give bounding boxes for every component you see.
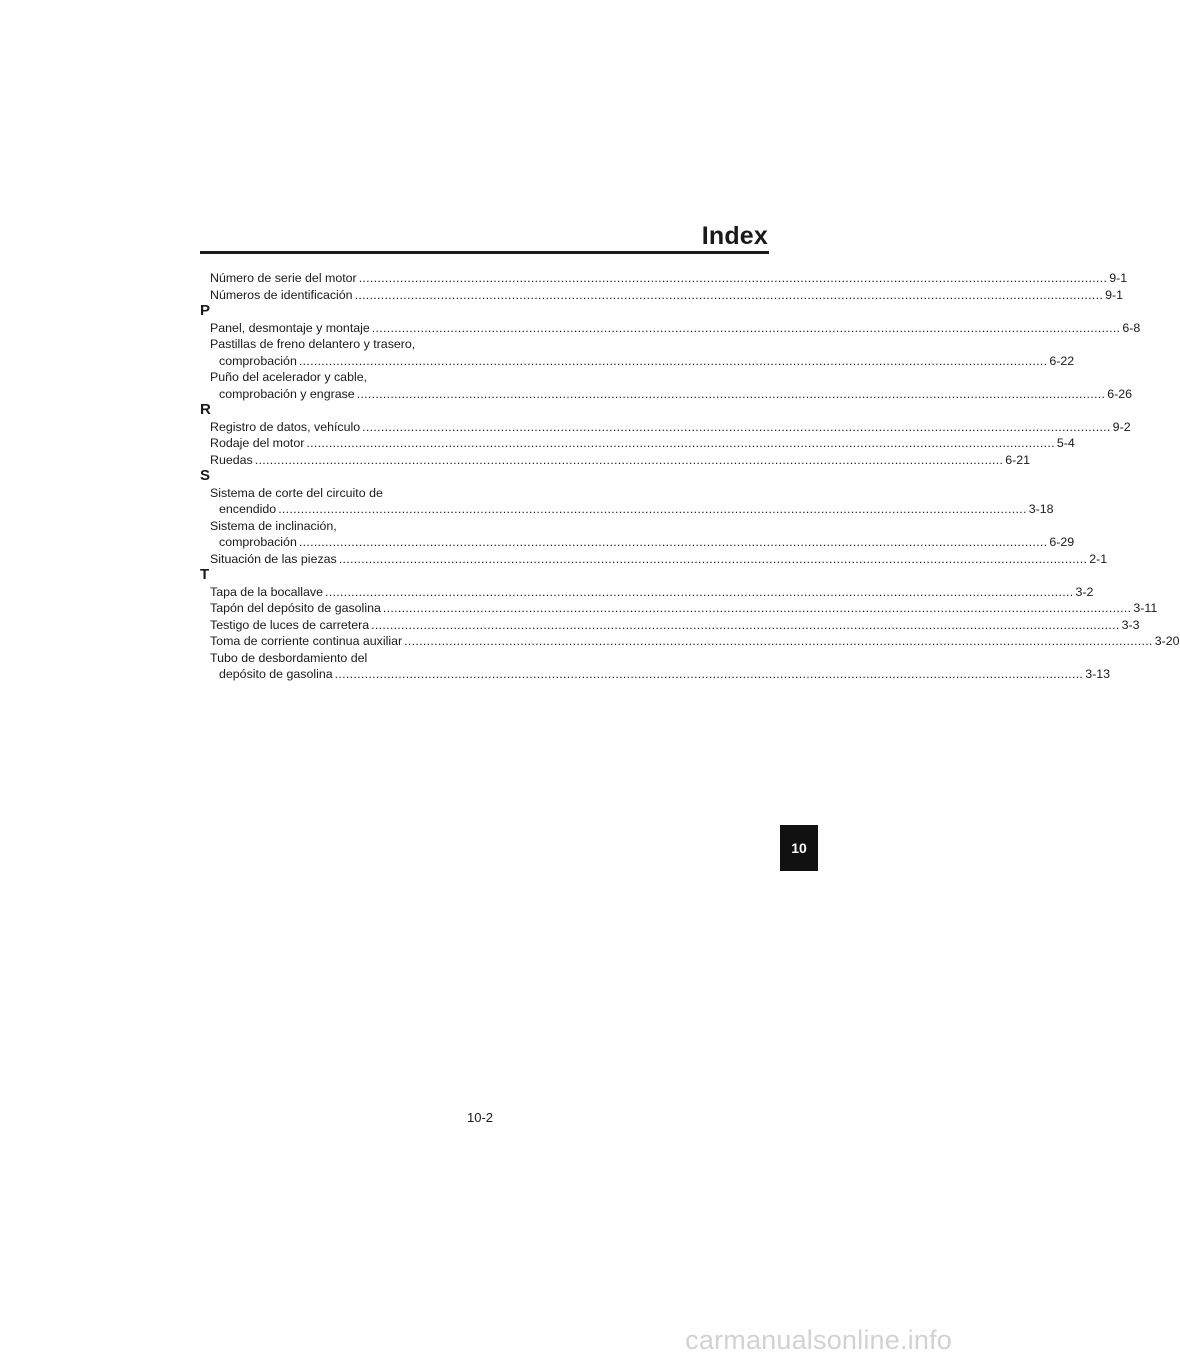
index-letter: T: [200, 566, 210, 583]
entry-page: 9-1: [1109, 271, 1128, 285]
index-entry: [200, 650, 1110, 683]
index-list: [200, 270, 1180, 683]
entry-page: 3-18: [1028, 502, 1054, 516]
dot-leader: ........................................................................................................................................................................................................: [334, 667, 1084, 681]
dot-leader: ........................................................................................................................................................................................................: [404, 634, 1153, 648]
entry-text: comprobación: [219, 535, 297, 549]
dot-leader: ........................................................................................................................................................................................................: [358, 271, 1108, 285]
entry-text: comprobación: [219, 353, 297, 368]
entry-page: 3-11: [1133, 601, 1158, 615]
entry-text: Número de serie del motor: [210, 271, 357, 285]
entry-text: encendido: [219, 502, 277, 516]
dot-leader: ........................................................................................................................................................................................................: [356, 386, 1106, 401]
dot-leader: ........................................................................................................................................................................................................: [306, 436, 1055, 450]
dot-leader: ........................................................................................................................................................................................................: [298, 535, 1048, 549]
index-entry: [200, 419, 1131, 436]
index-letter: R: [200, 401, 211, 418]
dot-leader: ........................................................................................................................................................................................................: [324, 584, 1074, 599]
dot-leader: ........................................................................................................................................................................................................: [278, 502, 1027, 516]
entry-page: 6-29: [1049, 535, 1075, 549]
index-entry: [200, 336, 1075, 369]
entry-page: 3-13: [1085, 667, 1110, 681]
entry-page: 6-22: [1049, 353, 1075, 368]
entry-text: Tapón del depósito de gasolina: [210, 601, 381, 615]
entry-page: 5-4: [1056, 436, 1075, 450]
entry-text: Pastillas de freno delantero y trasero,: [210, 337, 416, 351]
entry-page: 9-2: [1112, 419, 1131, 434]
entry-text: Sistema de corte del circuito de: [210, 485, 383, 500]
index-entry: [200, 270, 1128, 287]
entry-page: 3-3: [1121, 617, 1140, 632]
dot-leader: ........................................................................................................................................................................................................: [254, 452, 1004, 467]
entry-page: 6-21: [1005, 452, 1031, 467]
index-entry: [200, 369, 1133, 402]
entry-text: Tubo de desbordamiento del: [210, 650, 368, 665]
index-entry: [200, 485, 1054, 518]
index-entry: [200, 320, 1141, 337]
index-letter: P: [200, 302, 211, 319]
index-entry: [200, 633, 1180, 650]
index-entry: [200, 551, 1108, 568]
entry-page: 9-1: [1105, 287, 1124, 302]
page-title: Index: [701, 222, 768, 250]
entry-text: Panel, desmontaje y montaje: [210, 320, 370, 335]
page-number: 10-2: [466, 1110, 494, 1125]
dot-leader: ........................................................................................................................................................................................................: [371, 617, 1120, 632]
entry-text: comprobación y engrase: [219, 386, 355, 401]
entry-page: 6-8: [1122, 320, 1141, 335]
index-entry: [200, 452, 1031, 469]
entry-text: Rodaje del motor: [210, 436, 305, 450]
entry-text: Situación de las piezas: [210, 551, 337, 566]
entry-text: Sistema de inclinación,: [210, 518, 337, 533]
entry-text: Toma de corriente continua auxiliar: [210, 634, 403, 648]
entry-text: Registro de datos, vehículo: [210, 419, 361, 434]
entry-text: Tapa de la bocallave: [210, 584, 323, 599]
dot-leader: ........................................................................................................................................................................................................: [362, 419, 1111, 434]
dot-leader: ........................................................................................................................................................................................................: [382, 601, 1132, 615]
entry-page: 3-20: [1154, 634, 1180, 648]
entry-page: 3-2: [1075, 584, 1094, 599]
dot-leader: ........................................................................................................................................................................................................: [371, 320, 1121, 335]
entry-text: Números de identificación: [210, 287, 353, 302]
index-letter: S: [200, 467, 211, 484]
index-entry: [200, 617, 1140, 634]
header-rule: [200, 251, 769, 254]
dot-leader: ........................................................................................................................................................................................................: [298, 353, 1048, 368]
index-entry: [200, 600, 1158, 617]
entry-text: Puño del acelerador y cable,: [210, 370, 368, 384]
entry-page: 2-1: [1089, 551, 1108, 566]
index-entry: [200, 435, 1075, 452]
entry-page: 6-26: [1107, 386, 1133, 401]
index-entry: [200, 287, 1124, 304]
entry-text: Ruedas: [210, 452, 253, 467]
entry-text: depósito de gasolina: [219, 667, 333, 681]
chapter-tab: 10: [780, 825, 818, 871]
index-entry: [200, 518, 1075, 551]
dot-leader: ........................................................................................................................................................................................................: [338, 551, 1088, 566]
dot-leader: ........................................................................................................................................................................................................: [354, 287, 1104, 302]
entry-text: Testigo de luces de carretera: [210, 617, 370, 632]
index-entry: [200, 584, 1094, 601]
watermark: carmanualsonline.info: [685, 1325, 952, 1355]
